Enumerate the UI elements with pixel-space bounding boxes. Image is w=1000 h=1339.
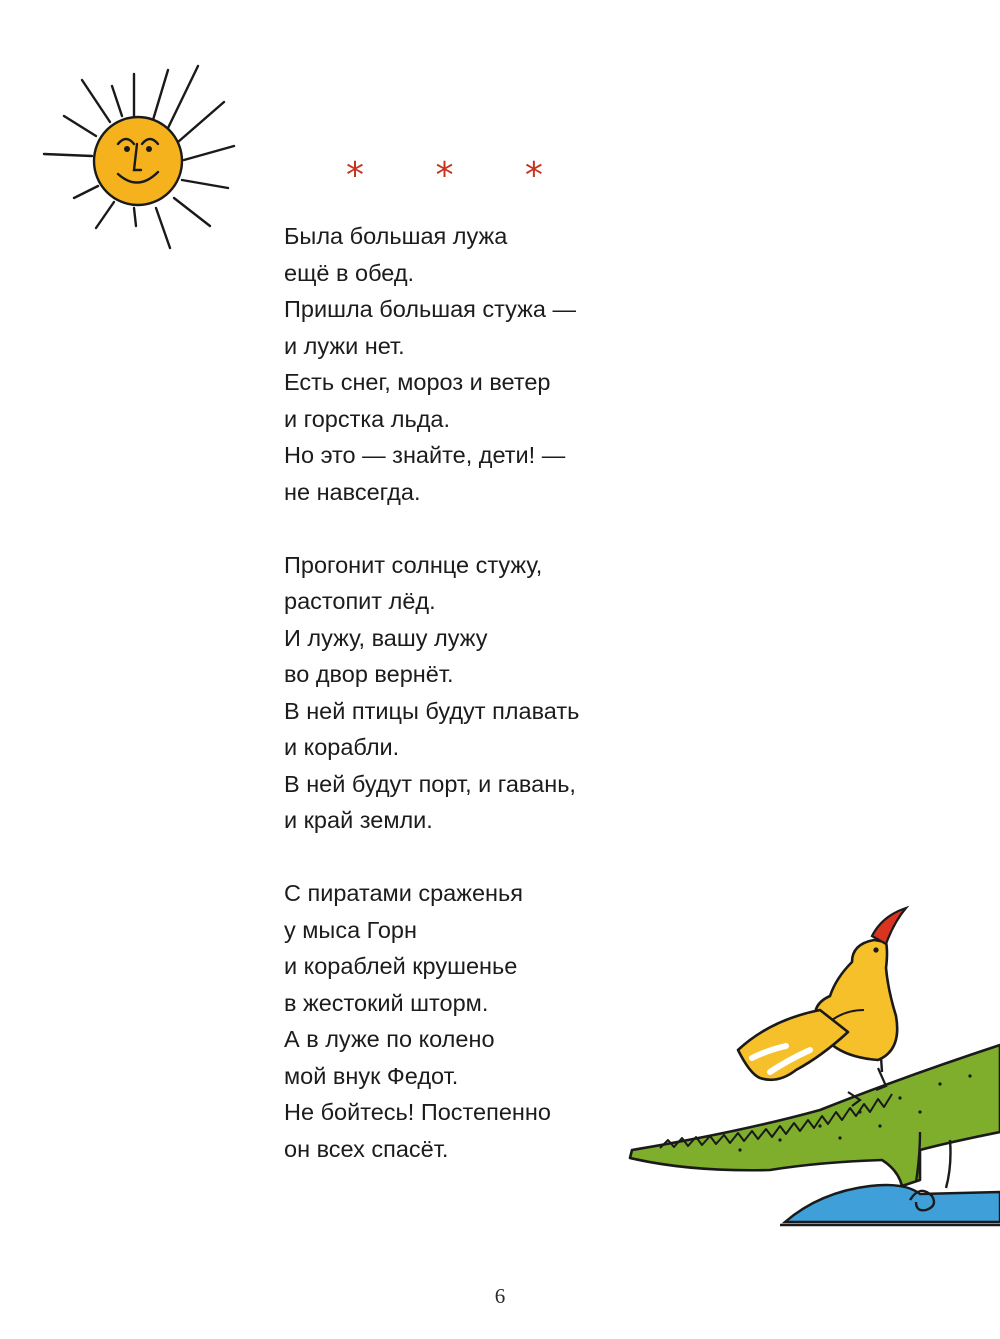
- poem-line: у мыса Горн: [284, 916, 417, 943]
- poem-line: и горстка льда.: [284, 405, 451, 432]
- stanza-1: [284, 218, 644, 510]
- blue-wave-icon: [780, 1185, 1000, 1225]
- poem-line: Есть снег, мороз и ветер: [284, 369, 551, 395]
- stanza-3: [284, 875, 644, 1167]
- stanza-ornament: * * *: [346, 155, 573, 196]
- poem-line: В ней птицы будут плавать: [284, 697, 580, 724]
- poem-line: мой внук Федот.: [284, 1062, 459, 1089]
- page-number: 6: [494, 1284, 506, 1308]
- poem-line: и корабли.: [284, 734, 400, 760]
- poem-line: С пиратами сраженья: [284, 880, 523, 906]
- poem-line: и лужи нет.: [284, 332, 405, 359]
- poem-line: не навсегда.: [284, 478, 421, 505]
- poem-line: ещё в обед.: [284, 259, 415, 286]
- poem-line: он всех спасёт.: [284, 1135, 449, 1162]
- green-crocodile-icon: [630, 1045, 1000, 1188]
- poem-line: Не бойтесь! Постепенно: [284, 1099, 551, 1125]
- poem-line: Пришла большая стужа —: [284, 296, 577, 322]
- poem-line: растопит лёд.: [284, 588, 436, 614]
- yellow-bird-icon: [738, 908, 906, 1106]
- poem-line: в жестокий шторм.: [284, 989, 489, 1016]
- poem-line: Была большая лужа: [284, 223, 508, 249]
- poem-line: Но это — знайте, дети! —: [284, 442, 566, 468]
- poem-line: и край земли.: [284, 807, 433, 833]
- stanza-2: [284, 547, 644, 839]
- poem: [284, 218, 644, 1204]
- poem-line: Прогонит солнце стужу,: [284, 551, 543, 578]
- poem-line: А в луже по колено: [284, 1026, 495, 1052]
- bird-on-crocodile-illustration: [620, 900, 1000, 1235]
- poem-line: В ней будут порт, и гавань,: [284, 770, 576, 797]
- poem-line: и кораблей крушенье: [284, 953, 518, 979]
- smiling-sun-icon: [38, 58, 238, 258]
- poem-line: во двор вернёт.: [284, 661, 454, 687]
- poem-line: И лужу, вашу лужу: [284, 624, 488, 651]
